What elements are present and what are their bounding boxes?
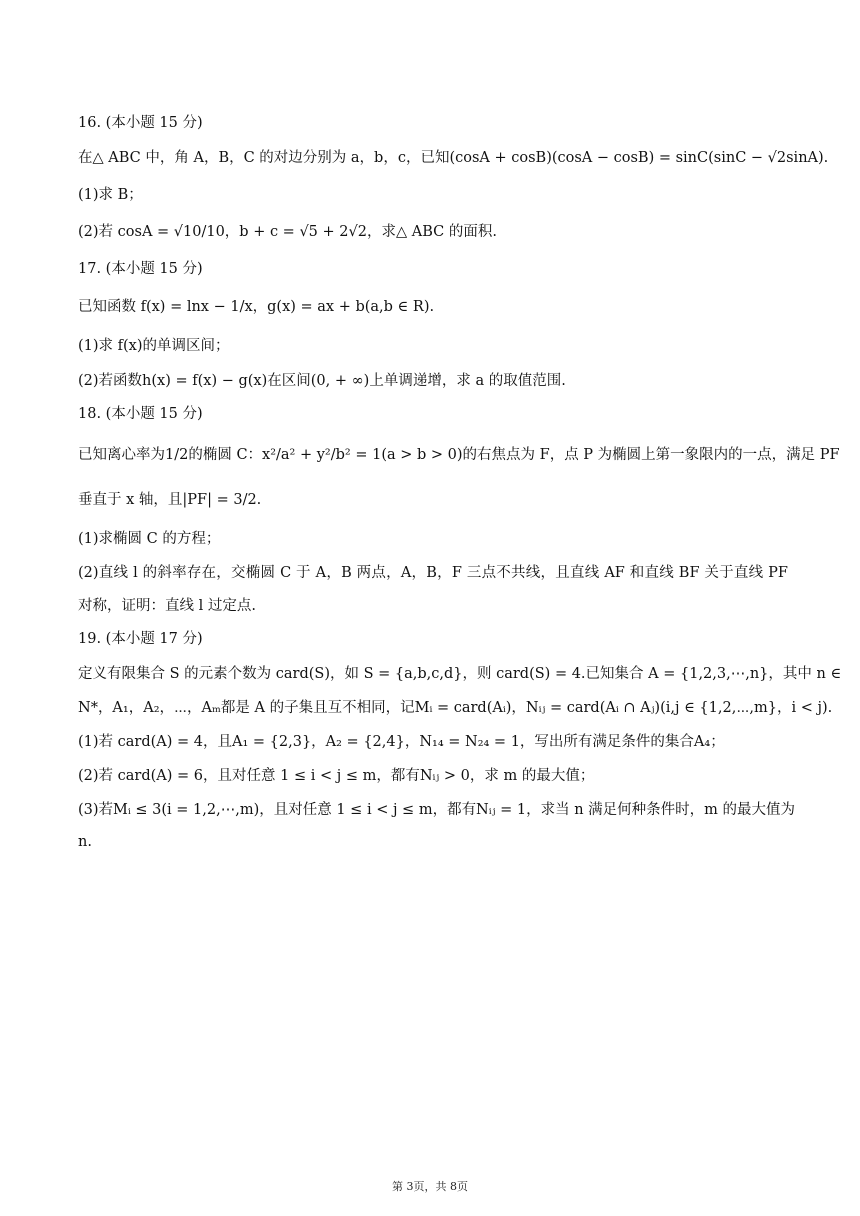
problem-16-part-1: (1)求 B； bbox=[78, 187, 143, 203]
problem-19-statement: 定义有限集合 S 的元素个数为 card(S)，如 S = {a,b,c,d}，则 card(S) = 4.已知集合 A = {1,2,3,⋯,n}，其中 n ∈ bbox=[78, 666, 842, 682]
page-footer: 第 3页，共 8页 bbox=[392, 1180, 468, 1193]
problem-16-statement: 在△ ABC 中，角 A，B，C 的对边分别为 a，b，c，已知(cosA + cosB)(cosA − cosB) = sinC(sinC − √2sinA). bbox=[78, 150, 829, 166]
problem-19-part-3-cont: n. bbox=[78, 834, 92, 850]
problem-17-statement: 已知函数 f(x) = lnx − 1/x，g(x) = ax + b(a,b ∈ R). bbox=[78, 299, 435, 315]
problem-16-heading: 16. (本小题 15 分) bbox=[78, 115, 203, 131]
problem-16-part-2: (2)若 cosA = √10/10，b + c = √5 + 2√2，求△ ABC 的面积. bbox=[78, 224, 497, 240]
problem-18-heading: 18. (本小题 15 分) bbox=[78, 406, 203, 422]
problem-18-part-2-cont: 对称，证明：直线 l 过定点. bbox=[78, 598, 256, 614]
problem-19-statement-cont: N*，A₁，A₂，⋯，Aₘ都是 A 的子集且互不相同，记Mᵢ = card(Aᵢ)，Nᵢⱼ = card(Aᵢ ∩ Aⱼ)(i,j ∈ {1,2,⋯,m}，i < j). bbox=[78, 700, 833, 716]
problem-19-part-1: (1)若 card(A) = 4，且A₁ = {2,3}，A₂ = {2,4}，N₁₄ = N₂₄ = 1，写出所有满足条件的集合A₄； bbox=[78, 734, 725, 750]
problem-19-part-2: (2)若 card(A) = 6，且对任意 1 ≤ i < j ≤ m，都有Nᵢⱼ > 0，求 m 的最大值； bbox=[78, 768, 595, 784]
problem-17-heading: 17. (本小题 15 分) bbox=[78, 261, 203, 277]
problem-18-statement: 已知离心率为1/2的椭圆 C：x²/a² + y²/b² = 1(a > b > 0)的右焦点为 F，点 P 为椭圆上第一象限内的一点，满足 PF bbox=[78, 447, 840, 463]
problem-19-heading: 19. (本小题 17 分) bbox=[78, 631, 203, 647]
problem-19-part-3: (3)若Mᵢ ≤ 3(i = 1,2,⋯,m)，且对任意 1 ≤ i < j ≤ m，都有Nᵢⱼ = 1，求当 n 满足何种条件时，m 的最大值为 bbox=[78, 802, 796, 818]
problem-18-part-1: (1)求椭圆 C 的方程； bbox=[78, 531, 221, 547]
problem-17-part-1: (1)求 f(x)的单调区间； bbox=[78, 338, 230, 354]
problem-17-part-2: (2)若函数h(x) = f(x) − g(x)在区间(0, + ∞)上单调递增，求 a 的取值范围. bbox=[78, 373, 566, 389]
problem-18-part-2: (2)直线 l 的斜率存在，交椭圆 C 于 A，B 两点，A，B，F 三点不共线，且直线 AF 和直线 BF 关于直线 PF bbox=[78, 565, 788, 581]
problem-18-statement-cont: 垂直于 x 轴，且|PF| = 3/2. bbox=[78, 492, 262, 508]
